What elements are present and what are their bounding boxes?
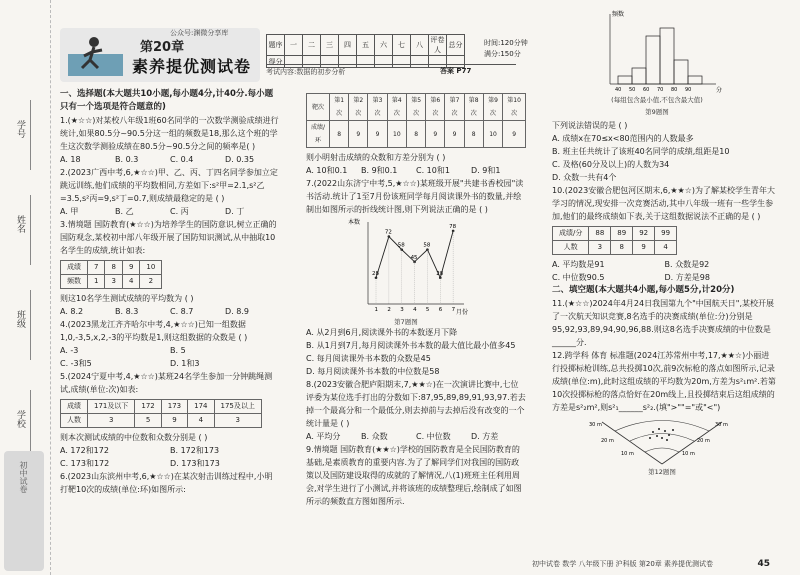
histogram-bar bbox=[660, 28, 674, 84]
q5-cell: 4 bbox=[188, 414, 214, 428]
school-label: 学校 bbox=[15, 410, 25, 428]
q6-cell: 第4次 bbox=[387, 94, 406, 121]
q10-option-d[interactable]: D. 方差是98 bbox=[664, 273, 710, 282]
q9-chart-wrap bbox=[552, 8, 777, 106]
watermark-text: 公众号:渊微分享库 bbox=[170, 29, 229, 37]
q3-cell: 9 bbox=[122, 261, 139, 275]
q6-cell: 第10次 bbox=[503, 94, 526, 121]
y-axis-label: 本数 bbox=[348, 219, 361, 226]
q9-option-d[interactable]: D. 众数一共有4个 bbox=[552, 173, 617, 182]
left-column bbox=[60, 88, 280, 496]
q5-cell: 5 bbox=[135, 414, 161, 428]
q8-option-b[interactable]: B. 众数 bbox=[361, 432, 388, 441]
q7-line-chart bbox=[346, 216, 469, 316]
data-label: 72 bbox=[384, 229, 392, 236]
x-tick-label: 40 bbox=[615, 87, 622, 93]
q6-cell: 9 bbox=[426, 121, 445, 148]
page-title: 素养提优测试卷 bbox=[132, 57, 252, 76]
x-tick-label: 3 bbox=[400, 307, 404, 313]
q10-cell: 8 bbox=[611, 241, 633, 255]
q12-label: 20 m bbox=[601, 438, 614, 444]
q6-cell: 8 bbox=[464, 121, 483, 148]
score-header: 二 bbox=[303, 35, 321, 56]
q3-cell: 1 bbox=[88, 275, 105, 289]
q6-cell: 第6次 bbox=[426, 94, 445, 121]
q6-cell: 成绩/环 bbox=[307, 121, 330, 148]
name-label: 姓名 bbox=[15, 215, 25, 233]
q6-option-d[interactable]: D. 9和1 bbox=[471, 166, 501, 175]
q1-option-c[interactable]: C. 0.4 bbox=[170, 155, 194, 164]
q5-cell: 175及以上 bbox=[214, 400, 261, 414]
q4-option-d[interactable]: D. 1和3 bbox=[170, 359, 200, 368]
q5-option-c[interactable]: C. 173和172 bbox=[60, 459, 110, 468]
x-tick-label: 50 bbox=[629, 87, 636, 93]
question-3: 3.情境题 国防教育(★☆☆)为培养学生的国防意识,树立正确的国防观念,某校初中部八年级开展了国防知识测试,从中抽取10名学生的成绩,统计如表: bbox=[60, 220, 277, 255]
q6-cell: 9 bbox=[503, 121, 526, 148]
q6-cell: 第5次 bbox=[407, 94, 426, 121]
histogram-bar bbox=[688, 76, 702, 84]
x-tick-label: 70 bbox=[657, 87, 664, 93]
q6-ask: 则小明射击成绩的众数和方差分别为 ( ) bbox=[306, 153, 446, 162]
q5-cell: 3 bbox=[214, 414, 261, 428]
q1-option-b[interactable]: B. 0.3 bbox=[115, 155, 139, 164]
score-header: 八 bbox=[411, 35, 429, 56]
q3-cell: 3 bbox=[105, 275, 122, 289]
q10-cell: 92 bbox=[633, 227, 655, 241]
q3-option-c[interactable]: C. 8.7 bbox=[170, 307, 194, 316]
score-table bbox=[266, 34, 465, 68]
question-1: 1.(★☆☆)对某校八年级1班60名同学的一次数学测验成绩进行统计,如果80.5分~90.5分这一组的频数是18,那么这个班的学生这次数学测验成绩在80.5分~90.5分之间的频率是( ) bbox=[60, 116, 279, 151]
q10-table bbox=[552, 226, 677, 255]
q12-label: 30 m bbox=[715, 422, 728, 428]
q3-option-a[interactable]: A. 8.2 bbox=[60, 307, 84, 316]
q5-cell: 3 bbox=[88, 414, 135, 428]
data-label: 28 bbox=[372, 270, 379, 277]
q8-option-c[interactable]: C. 中位数 bbox=[416, 432, 451, 441]
right-column bbox=[552, 8, 777, 474]
score-cell: 得分 bbox=[268, 57, 283, 66]
data-label: 28 bbox=[436, 270, 444, 277]
q3-cell: 成绩 bbox=[61, 261, 88, 275]
q3-cell: 4 bbox=[122, 275, 139, 289]
q9-fig-caption: 第9题图 bbox=[645, 108, 669, 116]
q9-option-c[interactable]: C. 及格(60分及以上)的人数为34 bbox=[552, 160, 670, 169]
q6-option-c[interactable]: C. 10和1 bbox=[416, 166, 450, 175]
q7-option-d[interactable]: D. 每月阅读课外书本数的中位数是58 bbox=[306, 367, 440, 376]
x-tick-label: 1 bbox=[374, 307, 378, 313]
q9-histogram bbox=[592, 8, 732, 96]
score-header: 七 bbox=[393, 35, 411, 56]
q6-option-b[interactable]: B. 9和0.1 bbox=[361, 166, 398, 175]
q6-table bbox=[306, 93, 526, 148]
q4-option-b[interactable]: B. 5 bbox=[170, 346, 186, 355]
q7-option-a[interactable]: A. 从2月到6月,阅读课外书的本数逐月下降 bbox=[306, 328, 458, 337]
x-tick-label: 60 bbox=[643, 87, 650, 93]
q8-option-d[interactable]: D. 方差 bbox=[471, 432, 499, 441]
x-tick-label: 4 bbox=[413, 307, 417, 313]
q6-cell: 9 bbox=[368, 121, 387, 148]
data-label: 58 bbox=[423, 242, 431, 249]
question-8: 8.(2023安徽合肥庐阳期末,7,★★☆)在一次演讲比赛中,七位评委为某位选手打出的分数如下:87,95,89,89,91,93,97.若去掉一个最高分和一个最低分,则去掉前与去掉后没有改变的一个统计量是 ( ) bbox=[306, 380, 526, 428]
q6-cell: 靶次 bbox=[307, 94, 330, 121]
class-label: 班级 bbox=[15, 310, 25, 328]
q10-cell: 88 bbox=[589, 227, 611, 241]
q5-cell: 173 bbox=[161, 400, 187, 414]
q5-cell: 人数 bbox=[61, 414, 88, 428]
q9-option-a[interactable]: A. 成绩x在70≤x<80范围内的人数最多 bbox=[552, 134, 694, 143]
name-line bbox=[30, 195, 31, 265]
x-axis-label: 分 bbox=[716, 87, 723, 94]
q2-options bbox=[60, 205, 280, 218]
q7-chart-wrap bbox=[306, 216, 526, 326]
histogram-bar bbox=[674, 60, 688, 84]
q6-cell: 8 bbox=[407, 121, 426, 148]
q3-option-d[interactable]: D. 8.9 bbox=[225, 307, 249, 316]
q12-label: 10 m bbox=[621, 451, 634, 457]
spine-text: 初中试卷 bbox=[19, 461, 28, 493]
data-label: 45 bbox=[410, 254, 418, 261]
data-label: 58 bbox=[397, 242, 405, 249]
score-header: 评卷人 bbox=[430, 36, 445, 54]
q3-option-b[interactable]: B. 8.3 bbox=[115, 307, 139, 316]
chapter-label: 第20章 bbox=[140, 40, 185, 55]
q5-option-d[interactable]: D. 173和173 bbox=[170, 459, 220, 468]
section-2-heading: 二、填空题(本大题共4小题,每小题5分,计20分) bbox=[552, 285, 735, 295]
footer-text: 初中试卷 数学 八年级下册 沪科版 第20章 素养提优测试卷 bbox=[532, 560, 714, 568]
q10-option-c[interactable]: C. 中位数90.5 bbox=[552, 273, 605, 282]
question-4: 4.(2023黑龙江齐齐哈尔中考,4,★☆☆)已知一组数据1,0,-3,5,x,2,-3的平均数是1,则这组数据的众数是 ( ) bbox=[60, 320, 248, 342]
q3-options bbox=[60, 305, 280, 318]
score-header: 总分 bbox=[447, 35, 465, 56]
q6-cell: 第2次 bbox=[349, 94, 368, 121]
q4-option-a[interactable]: A. -3 bbox=[60, 346, 79, 355]
x-tick-label: 7 bbox=[451, 307, 456, 313]
q2-option-a[interactable]: A. 甲 bbox=[60, 207, 79, 216]
q6-options bbox=[306, 164, 526, 177]
q5-cell: 成绩 bbox=[61, 400, 88, 414]
q5-cell: 171及以下 bbox=[88, 400, 135, 414]
histogram-bar bbox=[646, 36, 660, 84]
school-line bbox=[30, 390, 31, 460]
q10-option-a[interactable]: A. 平均数是91 bbox=[552, 260, 605, 269]
q1-option-d[interactable]: D. 0.35 bbox=[225, 155, 255, 164]
q3-cell: 8 bbox=[105, 261, 122, 275]
q3-table bbox=[60, 260, 162, 289]
x-tick-label: 6 bbox=[438, 307, 443, 313]
x-tick-label: 2 bbox=[387, 307, 391, 313]
q7-caption: 第7题图 bbox=[394, 318, 418, 326]
test-content: 考试内容:数据的初步分析 bbox=[266, 64, 516, 77]
spine-tag bbox=[4, 451, 44, 571]
q10-cell: 4 bbox=[655, 241, 677, 255]
q6-cell: 第7次 bbox=[445, 94, 464, 121]
score-header: 四 bbox=[339, 35, 357, 56]
x-tick-label: 90 bbox=[685, 87, 692, 93]
q10-cell: 89 bbox=[611, 227, 633, 241]
runner-illustration bbox=[68, 34, 123, 76]
q10-options bbox=[552, 258, 777, 284]
score-info bbox=[484, 38, 528, 60]
chapter-banner bbox=[60, 28, 260, 82]
question-10: 10.(2023安徽合肥包河区期末,6,★★☆)为了解某校学生青年大学习的情况,现安排一次竞赛活动,其中八年级一班有一些学生参加,他们的最终成绩如下表,关于这组数据说法不正确的是 ( ) bbox=[552, 186, 776, 221]
q9-option-b[interactable]: B. 班主任共统计了该班40名同学的成绩,组距是10 bbox=[552, 147, 730, 156]
question-6: 6.(2023山东滨州中考,6,★☆☆)在某次射击训练过程中,小明打靶10次的成绩(单位:环)如图所示: bbox=[60, 472, 273, 494]
q6-cell: 8 bbox=[330, 121, 349, 148]
data-label: 78 bbox=[449, 223, 457, 230]
score-header: 题序 bbox=[267, 35, 285, 56]
full-score: 满分:150分 bbox=[484, 50, 521, 58]
question-11: 11.(★☆☆)2024年4月24日我国第九个"中国航天日",某校开展了一次航天知识竞赛,8名选手的决赛成绩(单位:分)分别是95,92,93,89,94,90,96,88.则这8名选手决赛成绩的中位数是______分. bbox=[552, 299, 775, 347]
q6-cell: 第3次 bbox=[368, 94, 387, 121]
q10-cell: 成绩/分 bbox=[553, 227, 589, 241]
q6-option-a[interactable]: A. 10和0.1 bbox=[306, 166, 348, 175]
q3-cell: 2 bbox=[140, 275, 162, 289]
q12-label: 30 m bbox=[589, 422, 602, 428]
q10-cell: 人数 bbox=[553, 241, 589, 255]
q2-option-c[interactable]: C. 丙 bbox=[170, 207, 189, 216]
page-number: 45 bbox=[757, 559, 770, 569]
q1-option-a[interactable]: A. 18 bbox=[60, 155, 81, 164]
q10-cell: 9 bbox=[633, 241, 655, 255]
q8-options bbox=[306, 430, 526, 443]
q7-option-c[interactable]: C. 每月阅读课外书本数的众数是45 bbox=[306, 354, 431, 363]
q7-option-b[interactable]: B. 从1月到7月,每月阅读课外书本数的最大值比最小值多45 bbox=[306, 341, 516, 350]
q2-option-b[interactable]: B. 乙 bbox=[115, 207, 134, 216]
q10-option-b[interactable]: B. 众数是92 bbox=[664, 260, 710, 269]
score-header: 一 bbox=[285, 35, 303, 56]
q3-cell: 频数 bbox=[61, 275, 88, 289]
question-7: 7.(2022山东济宁中考,5,★☆☆)某班级开展"共建书香校园"读书活动.统计了1至7月份该班同学每月阅读课外书的数量,并绘制出如图所示的折线统计图,则下列说法正确的是 ( ) bbox=[306, 179, 524, 214]
q8-option-a[interactable]: A. 平均分 bbox=[306, 432, 341, 441]
q6-cell: 第9次 bbox=[483, 94, 502, 121]
score-header: 三 bbox=[321, 35, 339, 56]
q2-option-d[interactable]: D. 丁 bbox=[225, 207, 245, 216]
y-axis-label: 频数 bbox=[612, 11, 625, 18]
question-5: 5.(2024宁夏中考,4,★☆☆)某班24名学生参加一分钟跳绳测试,成绩(单位:次)如表: bbox=[60, 372, 273, 394]
student-id-label: 学号 bbox=[15, 120, 25, 138]
q10-cell: 3 bbox=[589, 241, 611, 255]
q3-cell: 7 bbox=[88, 261, 105, 275]
student-id-line bbox=[30, 100, 31, 170]
q5-cell: 9 bbox=[161, 414, 187, 428]
q3-ask: 则这10名学生测试成绩的平均数为 ( ) bbox=[60, 294, 194, 303]
q12-label: 20 m bbox=[697, 438, 710, 444]
q5-table bbox=[60, 399, 262, 428]
histogram-bar bbox=[618, 76, 632, 84]
q5-cell: 172 bbox=[135, 400, 161, 414]
q5-options bbox=[60, 444, 280, 470]
q4-option-c[interactable]: C. -3和5 bbox=[60, 359, 92, 368]
time-limit: 时间:120分钟 bbox=[484, 39, 528, 47]
q5-cell: 174 bbox=[188, 400, 214, 414]
q5-ask: 则本次测试成绩的中位数和众数分别是 ( ) bbox=[60, 433, 208, 442]
question-12: 12.跨学科 体育 标准题(2024江苏常州中考,17,★★☆)小丽进行投掷标枪训练,总共投掷10次,前9次标枪的落点如图所示,记录成绩(单位:m),此时这组成绩的平均数为20m,方差为s²₁m².若第10次投掷标枪的落点恰好在20m线上,且投掷结束后这组成绩的方差是s²₂m²,则s²₁______s²₂.(填">""="或"<") bbox=[552, 351, 776, 412]
section-1-heading: 一、选择题(本大题共10小题,每小题4分,计40分.每小题只有一个选项是符合题意的) bbox=[60, 89, 274, 112]
question-2: 2.(2023广西中考,6,★☆☆)甲、乙、丙、丁四名同学参加立定跳远训练,他们成绩的平均数相同,方差如下:s²甲=2.1,s²乙=3.5,s²丙=9,s²丁=0.7,则成绩最稳定的是 ( ) bbox=[60, 168, 278, 203]
question-9: 9.情境题 国防教育(★★☆)学校的国防教育是全民国防教育的基础,是素质教育的重要内容.为了了解同学们对我国的国防政策以及国防建设取得的成就的了解情况,八(1)班班主任利用周会,对学生进行了小测试,并将该班的成绩整理后,绘制成了如图所示的频数直方图如图所示. bbox=[306, 445, 522, 506]
x-tick-label: 80 bbox=[671, 87, 678, 93]
q6-cell: 10 bbox=[387, 121, 406, 148]
q4-options bbox=[60, 344, 280, 370]
q1-options bbox=[60, 153, 280, 166]
score-header: 六 bbox=[375, 35, 393, 56]
q6-cell: 9 bbox=[445, 121, 464, 148]
q6-cell: 10 bbox=[483, 121, 502, 148]
q10-cell: 99 bbox=[655, 227, 677, 241]
score-header: 五 bbox=[357, 35, 375, 56]
q12-label: 10 m bbox=[682, 451, 695, 457]
middle-column bbox=[306, 90, 526, 508]
x-axis-label: 月份 bbox=[456, 309, 469, 316]
q5-option-b[interactable]: B. 172和173 bbox=[170, 446, 220, 455]
q6-cell: 第8次 bbox=[464, 94, 483, 121]
binding-strip bbox=[0, 0, 51, 575]
q12-caption: 第12题图 bbox=[648, 468, 676, 476]
q6-cell: 第1次 bbox=[330, 94, 349, 121]
histogram-bar bbox=[632, 68, 646, 84]
q6-cell: 9 bbox=[349, 121, 368, 148]
q9-ask: 下列说法错误的是 ( ) bbox=[552, 121, 628, 130]
answer-reference: 答案 P77 bbox=[440, 67, 472, 75]
q12-javelin-field bbox=[587, 414, 737, 466]
x-tick-label: 5 bbox=[425, 307, 430, 313]
class-line bbox=[30, 290, 31, 360]
q12-figure-wrap bbox=[552, 414, 777, 474]
q3-cell: 10 bbox=[140, 261, 162, 275]
q9-note: (每组包含最小值,不包含最大值) bbox=[611, 96, 703, 104]
q5-option-a[interactable]: A. 172和172 bbox=[60, 446, 109, 455]
